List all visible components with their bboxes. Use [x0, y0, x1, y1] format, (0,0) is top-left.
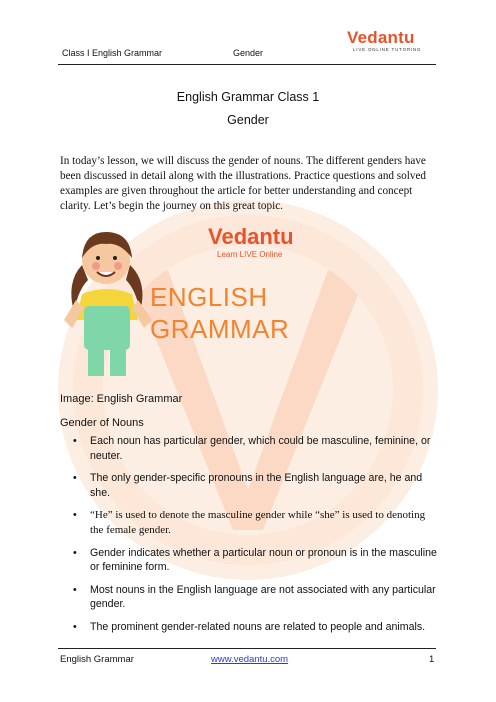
page-title: English Grammar Class 1	[176, 90, 320, 104]
footer-website-link[interactable]: www.vedantu.com	[211, 654, 289, 665]
header-doc-title: Class I English Grammar	[62, 48, 163, 58]
footer-left: English Grammar	[60, 654, 134, 665]
header-divider	[58, 64, 436, 65]
vedantu-logo: Vedantu	[347, 28, 415, 47]
section-title: Gender of Nouns	[60, 417, 144, 429]
illustration-brand-sub: Learn LIVE Online	[217, 250, 283, 259]
list-item: • Each noun has particular gender, which could be masculine, feminine, or neuter.	[73, 435, 431, 462]
bullet-list	[60, 434, 440, 643]
bullet-icon: •	[73, 472, 77, 485]
girl-character-image	[60, 220, 160, 380]
intro-paragraph: In today’s lesson, we will discuss the gender of nouns. The different genders have been discussed in detail along with the illustrations. Practice questions and solved examples are given throughout the article for better understanding and concept clarity. Let’s begin the journey on this great topic.	[60, 155, 427, 212]
footer-divider	[58, 648, 436, 649]
image-caption: Image: English Grammar	[60, 393, 183, 405]
bullet-icon: •	[73, 546, 77, 559]
page-subtitle: Gender	[227, 113, 269, 127]
bullet-icon: •	[73, 435, 77, 447]
list-item: • The only gender-specific pronouns in the English language are, he and she.	[73, 472, 423, 499]
list-item: • The prominent gender-related nouns are related to people and animals.	[73, 620, 426, 633]
vedantu-logo-tagline: LIVE ONLINE TUTORING	[353, 47, 422, 52]
english-grammar-illustration	[60, 220, 300, 380]
list-item: • Gender indicates whether a particular noun or pronoun is in the masculine or feminine form.	[73, 546, 437, 574]
illustration-heading-english: ENGLISH	[150, 282, 268, 312]
list-item: • Most nouns in the English language are not associated with any particular gender.	[73, 583, 436, 611]
bullet-icon: •	[73, 509, 77, 522]
illustration-heading-grammar: GRAMMAR	[150, 314, 290, 344]
list-item: • “He” is used to denote the masculine gender while “she” is used to denoting the female gender.	[73, 509, 426, 536]
illustration-brand: Vedantu	[208, 224, 294, 249]
bullet-icon: •	[73, 583, 77, 596]
header-topic: Gender	[233, 48, 264, 58]
page-number: 1	[429, 654, 435, 665]
bullet-icon: •	[73, 620, 77, 633]
